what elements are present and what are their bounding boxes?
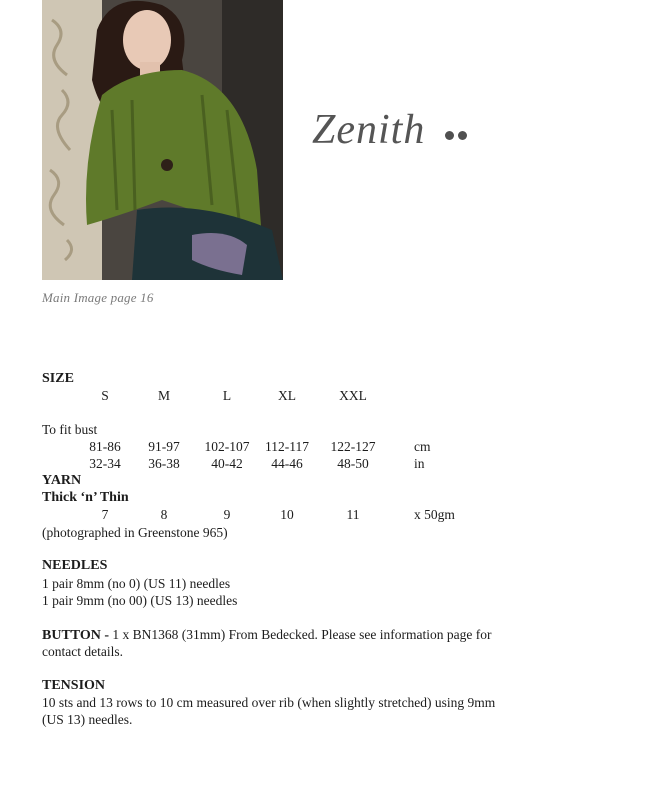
button-heading: BUTTON - <box>42 628 110 643</box>
bust-cm-l: 102-107 <box>204 439 250 454</box>
balls-xxl: 11 <box>346 507 360 522</box>
difficulty-dot-icon <box>445 131 454 140</box>
size-heading: SIZE <box>42 371 74 386</box>
needles-heading: NEEDLES <box>42 558 108 573</box>
unit-cm: cm <box>414 439 431 454</box>
yarn-name: Thick ‘n’ Thin <box>42 490 129 505</box>
tension-line-2: (US 13) needles. <box>42 712 133 727</box>
difficulty-rating <box>445 131 467 140</box>
bust-in-l: 40-42 <box>211 456 243 471</box>
bust-in-xxl: 48-50 <box>337 456 369 471</box>
tension-line-1: 10 sts and 13 rows to 10 cm measured over rib (when slightly stretched) using 9mm <box>42 695 496 710</box>
pattern-title: Zenith <box>312 107 426 153</box>
balls-xl: 10 <box>280 507 294 522</box>
size-l: L <box>222 388 232 403</box>
bust-in-s: 32-34 <box>89 456 121 471</box>
fit-bust-label: To fit bust <box>42 422 98 437</box>
button-line-2: contact details. <box>42 644 123 659</box>
unit-in: in <box>414 456 425 471</box>
balls-s: 7 <box>101 507 109 522</box>
yarn-heading: YARN <box>42 473 82 488</box>
button-text: 1 x BN1368 (31mm) From Bedecked. Please see information page for <box>109 627 492 642</box>
tension-heading: TENSION <box>42 678 106 693</box>
main-photo <box>42 0 283 280</box>
size-s: S <box>101 388 109 403</box>
bust-cm-xl: 112-117 <box>265 439 309 454</box>
bust-cm-xxl: 122-127 <box>330 439 376 454</box>
yarn-unit: x 50gm <box>414 507 455 522</box>
balls-m: 8 <box>160 507 168 522</box>
needles-line-1: 1 pair 8mm (no 0) (US 11) needles <box>42 576 231 591</box>
size-xl: XL <box>278 388 296 403</box>
bust-cm-s: 81-86 <box>89 439 121 454</box>
size-m: M <box>157 388 170 403</box>
bust-in-xl: 44-46 <box>271 456 303 471</box>
yarn-note: (photographed in Greenstone 965) <box>42 525 228 540</box>
needles-line-2: 1 pair 9mm (no 00) (US 13) needles <box>42 593 238 608</box>
button-line-1 <box>42 626 491 644</box>
size-xxl: XXL <box>339 388 367 403</box>
bust-cm-m: 91-97 <box>148 439 180 454</box>
bust-in-m: 36-38 <box>148 456 180 471</box>
image-caption: Main Image page 16 <box>42 290 154 305</box>
balls-l: 9 <box>223 507 231 522</box>
difficulty-dot-icon <box>458 131 467 140</box>
